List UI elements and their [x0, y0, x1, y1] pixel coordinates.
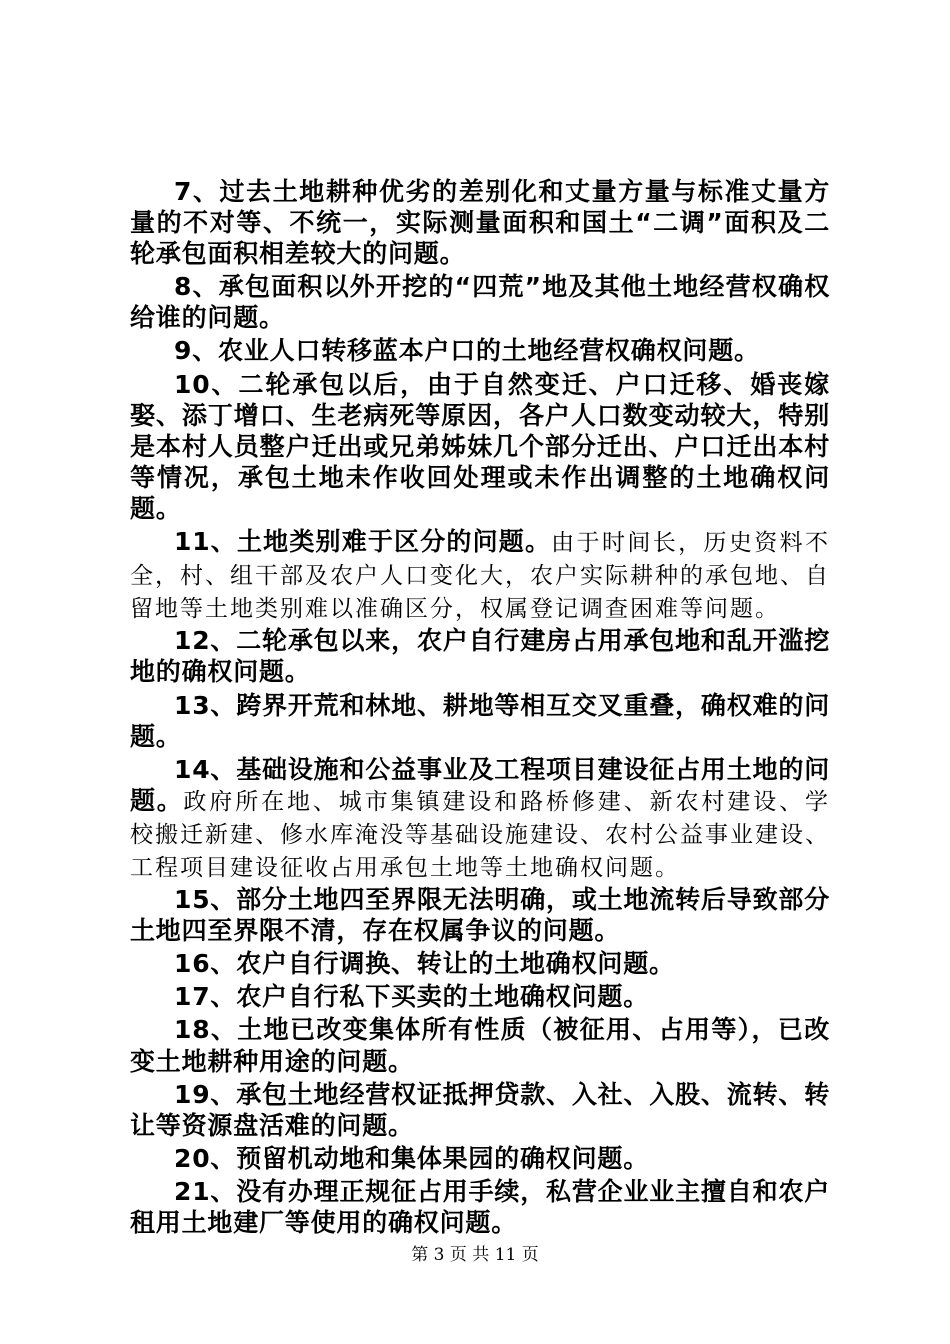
paragraph-item-10: 10、二轮承包以后，由于自然变迁、户口迁移、婚丧嫁娶、添丁增口、生老病死等原因，各户人口数变动较大，特别是本村人员整户迁出或兄弟姊妹几个部分迁出、户口迁出本村等情况，承包土地未作收回处理或未作出调整的土地确权问题。: [130, 369, 830, 523]
paragraph-item-9: 9、农业人口转移蓝本户口的土地经营权确权问题。: [174, 336, 760, 366]
paragraph-item-13: 13、跨界开荒和林地、耕地等相互交叉重叠，确权难的问题。: [130, 690, 830, 751]
paragraph-item-8: 8、承包面积以外开挖的“四荒”地及其他土地经营权确权给谁的问题。: [130, 272, 830, 333]
paragraph-item-20: 20、预留机动地和集体果园的确权问题。: [174, 1143, 649, 1173]
paragraph-item-18: 18、土地已改变集体所有性质（被征用、占用等），已改变土地耕种用途的问题。: [130, 1015, 830, 1076]
paragraph-item-15: 15、部分土地四至界限无法明确，或土地流转后导致部分土地四至界限不清，存在权属争议的问题。: [130, 885, 830, 946]
paragraph-item-7: 7、过去土地耕种优劣的差别化和丈量方量与标准丈量方量的不对等、不统一，实际测量面积和国土“二调”面积及二轮承包面积相差较大的问题。: [130, 177, 830, 269]
paragraph-item-12: 12、二轮承包以来，农户自行建房占用承包地和乱开滥挖地的确权问题。: [130, 626, 830, 687]
paragraph-item-14: 14、基础设施和公益事业及工程项目建设征占用土地的问题。政府所在地、城市集镇建设和路桥修建、新农村建设、学校搬迁新建、修水库淹没等基础设施建设、农村公益事业建设、工程项目建设征收占用承包土地等土地确权问题。: [130, 754, 830, 881]
paragraph-item-16: 16、农户自行调换、转让的土地确权问题。: [174, 949, 675, 979]
document-body: [130, 176, 830, 1240]
paragraph-item-21: 21、没有办理正规征占用手续，私营企业业主擅自和农户租用土地建厂等使用的确权问题。: [130, 1176, 830, 1237]
page-number-footer: 第 3 页 共 11 页: [411, 1245, 539, 1265]
paragraph-item-19: 19、承包土地经营权证抵押贷款、入社、入股、流转、转让等资源盘活难的问题。: [130, 1079, 830, 1140]
paragraph-item-17: 17、农户自行私下买卖的土地确权问题。: [174, 982, 649, 1012]
paragraph-item-11: 11、土地类别难于区分的问题。由于时间长，历史资料不全，村、组干部及农户人口变化大，农户实际耕种的承包地、自留地等土地类别难以准确区分，权属登记调查困难等问题。: [130, 527, 831, 623]
